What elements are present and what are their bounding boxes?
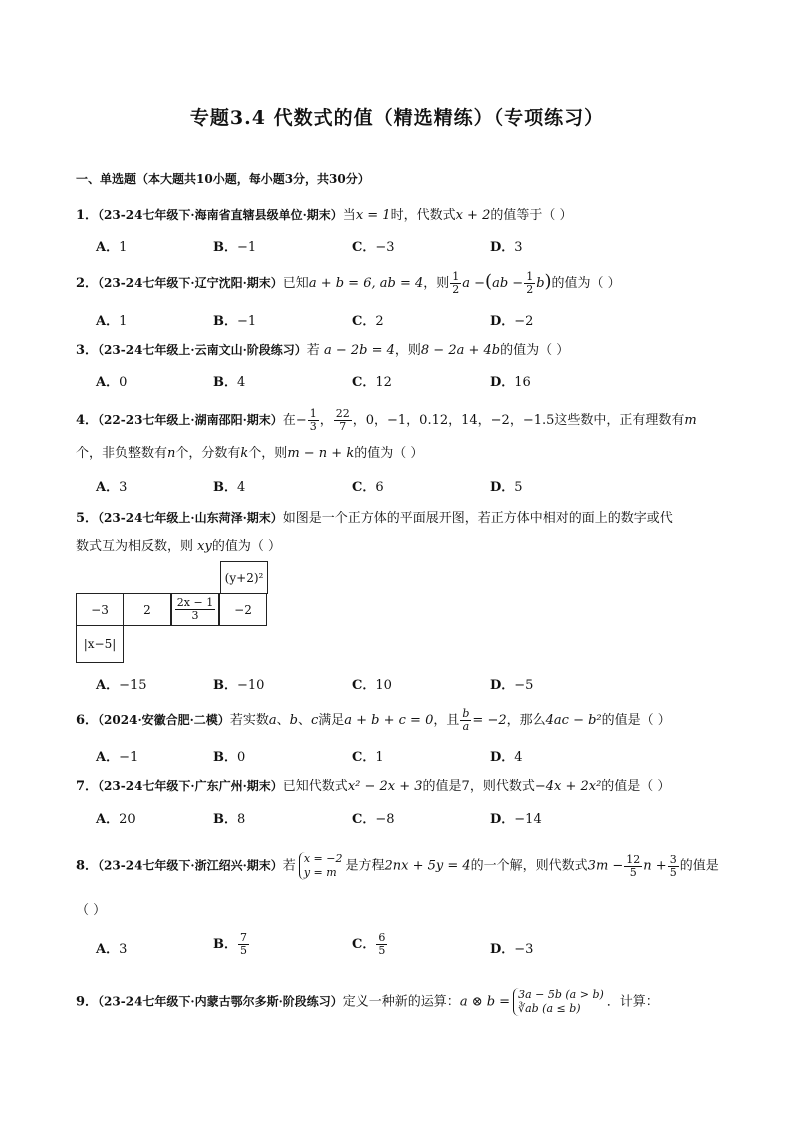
net-cell-3: $\frac{2x - 1}{3}$: [171, 593, 219, 626]
question-3: 3．（23-24七年级上·云南文山·阶段练习）若 a − 2b = 4，则8 − 2a + 4b的值为（ ）: [76, 343, 570, 358]
question-7: 7．（23-24七年级下·广东广州·期末）已知代数式x² − 2x + 3的值是7，则代数式−4x + 2x²的值是（ ）: [76, 779, 671, 794]
question-1: 1．（23-24七年级下·海南省直辖县级单位·期末）当x = 1时，代数式x + 2的值等于（ ）: [76, 208, 573, 223]
question-7-options: A．20 B．8 C．−8 D．−14: [96, 812, 542, 827]
question-5: 5．（23-24七年级上·山东菏泽·期末）如图是一个正方体的平面展开图，若正方体中相对的面上的数字或代: [76, 511, 673, 526]
piecewise-definition: 3a − 5b (a > b) ∛ab (a ≤ b): [513, 988, 604, 1016]
question-2-options: A．1 B．−1 C．2 D．−2: [96, 314, 534, 329]
net-cell-4: −2: [219, 593, 267, 626]
question-4-line-2: 个，非负整数有n个，分数有k个，则m − n + k的值为（ ）: [76, 446, 424, 461]
option-c: C．−3: [352, 240, 395, 255]
net-cell-2: 2: [123, 593, 171, 626]
question-8-line-2: （ ）: [76, 903, 107, 918]
question-9: 9．（23-24七年级下·内蒙古鄂尔多斯·阶段练习）定义一种新的运算：a ⊗ b = 3a − 5b (a > b) ∛ab (a ≤ b) ．计算：: [76, 988, 659, 1015]
fraction: $\frac{1}{2}$: [526, 270, 534, 296]
option-d: D．3: [490, 240, 523, 255]
net-cell-1: −3: [76, 593, 124, 626]
question-6: 6．（2024·安徽合肥·二模）若实数a、b、c满足a + b + c = 0，且 $\frac{b}{a}$ = −2，那么4ac − b²的值是（ ）: [76, 707, 671, 733]
question-1-options: [96, 236, 716, 256]
question-2: 2．（23-24七年级下·辽宁沈阳·期末）已知a + b = 6, ab = 4，则 $\frac{1}{2}$ a −(ab − $\frac{1}{2}$ b)的值为（ ）: [76, 270, 621, 296]
option-b: B．−1: [213, 240, 257, 255]
question-3-options: A．0 B．4 C．12 D．16: [96, 375, 531, 390]
question-4: 4．（22-23七年级上·湖南邵阳·期末）在− $\frac{1}{3}$ ， $\frac{22}{7}$ ，0，−1，0.12，14，−2，−1.5这些数中，正有理数有m: [76, 407, 697, 433]
question-8: 8．（23-24七年级下·浙江绍兴·期末）若 x = −2 y = m 是方程2nx + 5y = 4的一个解，则代数式3m − $\frac{12}{5}$ n + $\frac{3}{5}$ 的值是: [76, 852, 719, 879]
question-5-options: A．−15 B．−10 C．10 D．−5: [96, 678, 534, 693]
fraction: $\frac{1}{2}$: [452, 270, 460, 296]
section-heading: 一、单选题（本大题共10小题，每小题3分，共30分）: [76, 172, 370, 186]
question-8-options: A．3 B． $\frac{7}{5}$ C． $\frac{6}{5}$ D．−3: [96, 931, 534, 957]
net-cell-bottom: |x−5|: [76, 625, 124, 663]
net-cell-top: (y+2)²: [220, 561, 268, 594]
question-4-options: A．3 B．4 C．6 D．5: [96, 480, 523, 495]
question-6-options: A．−1 B．0 C．1 D．4: [96, 750, 523, 765]
page-title: 专题3.4 代数式的值（精选精练）（专项练习）: [189, 107, 605, 129]
option-a: A．1: [96, 240, 128, 255]
equation-system: x = −2 y = m: [299, 852, 343, 880]
question-5-line-2: 数式互为相反数，则 xy的值为（ ）: [76, 539, 281, 554]
